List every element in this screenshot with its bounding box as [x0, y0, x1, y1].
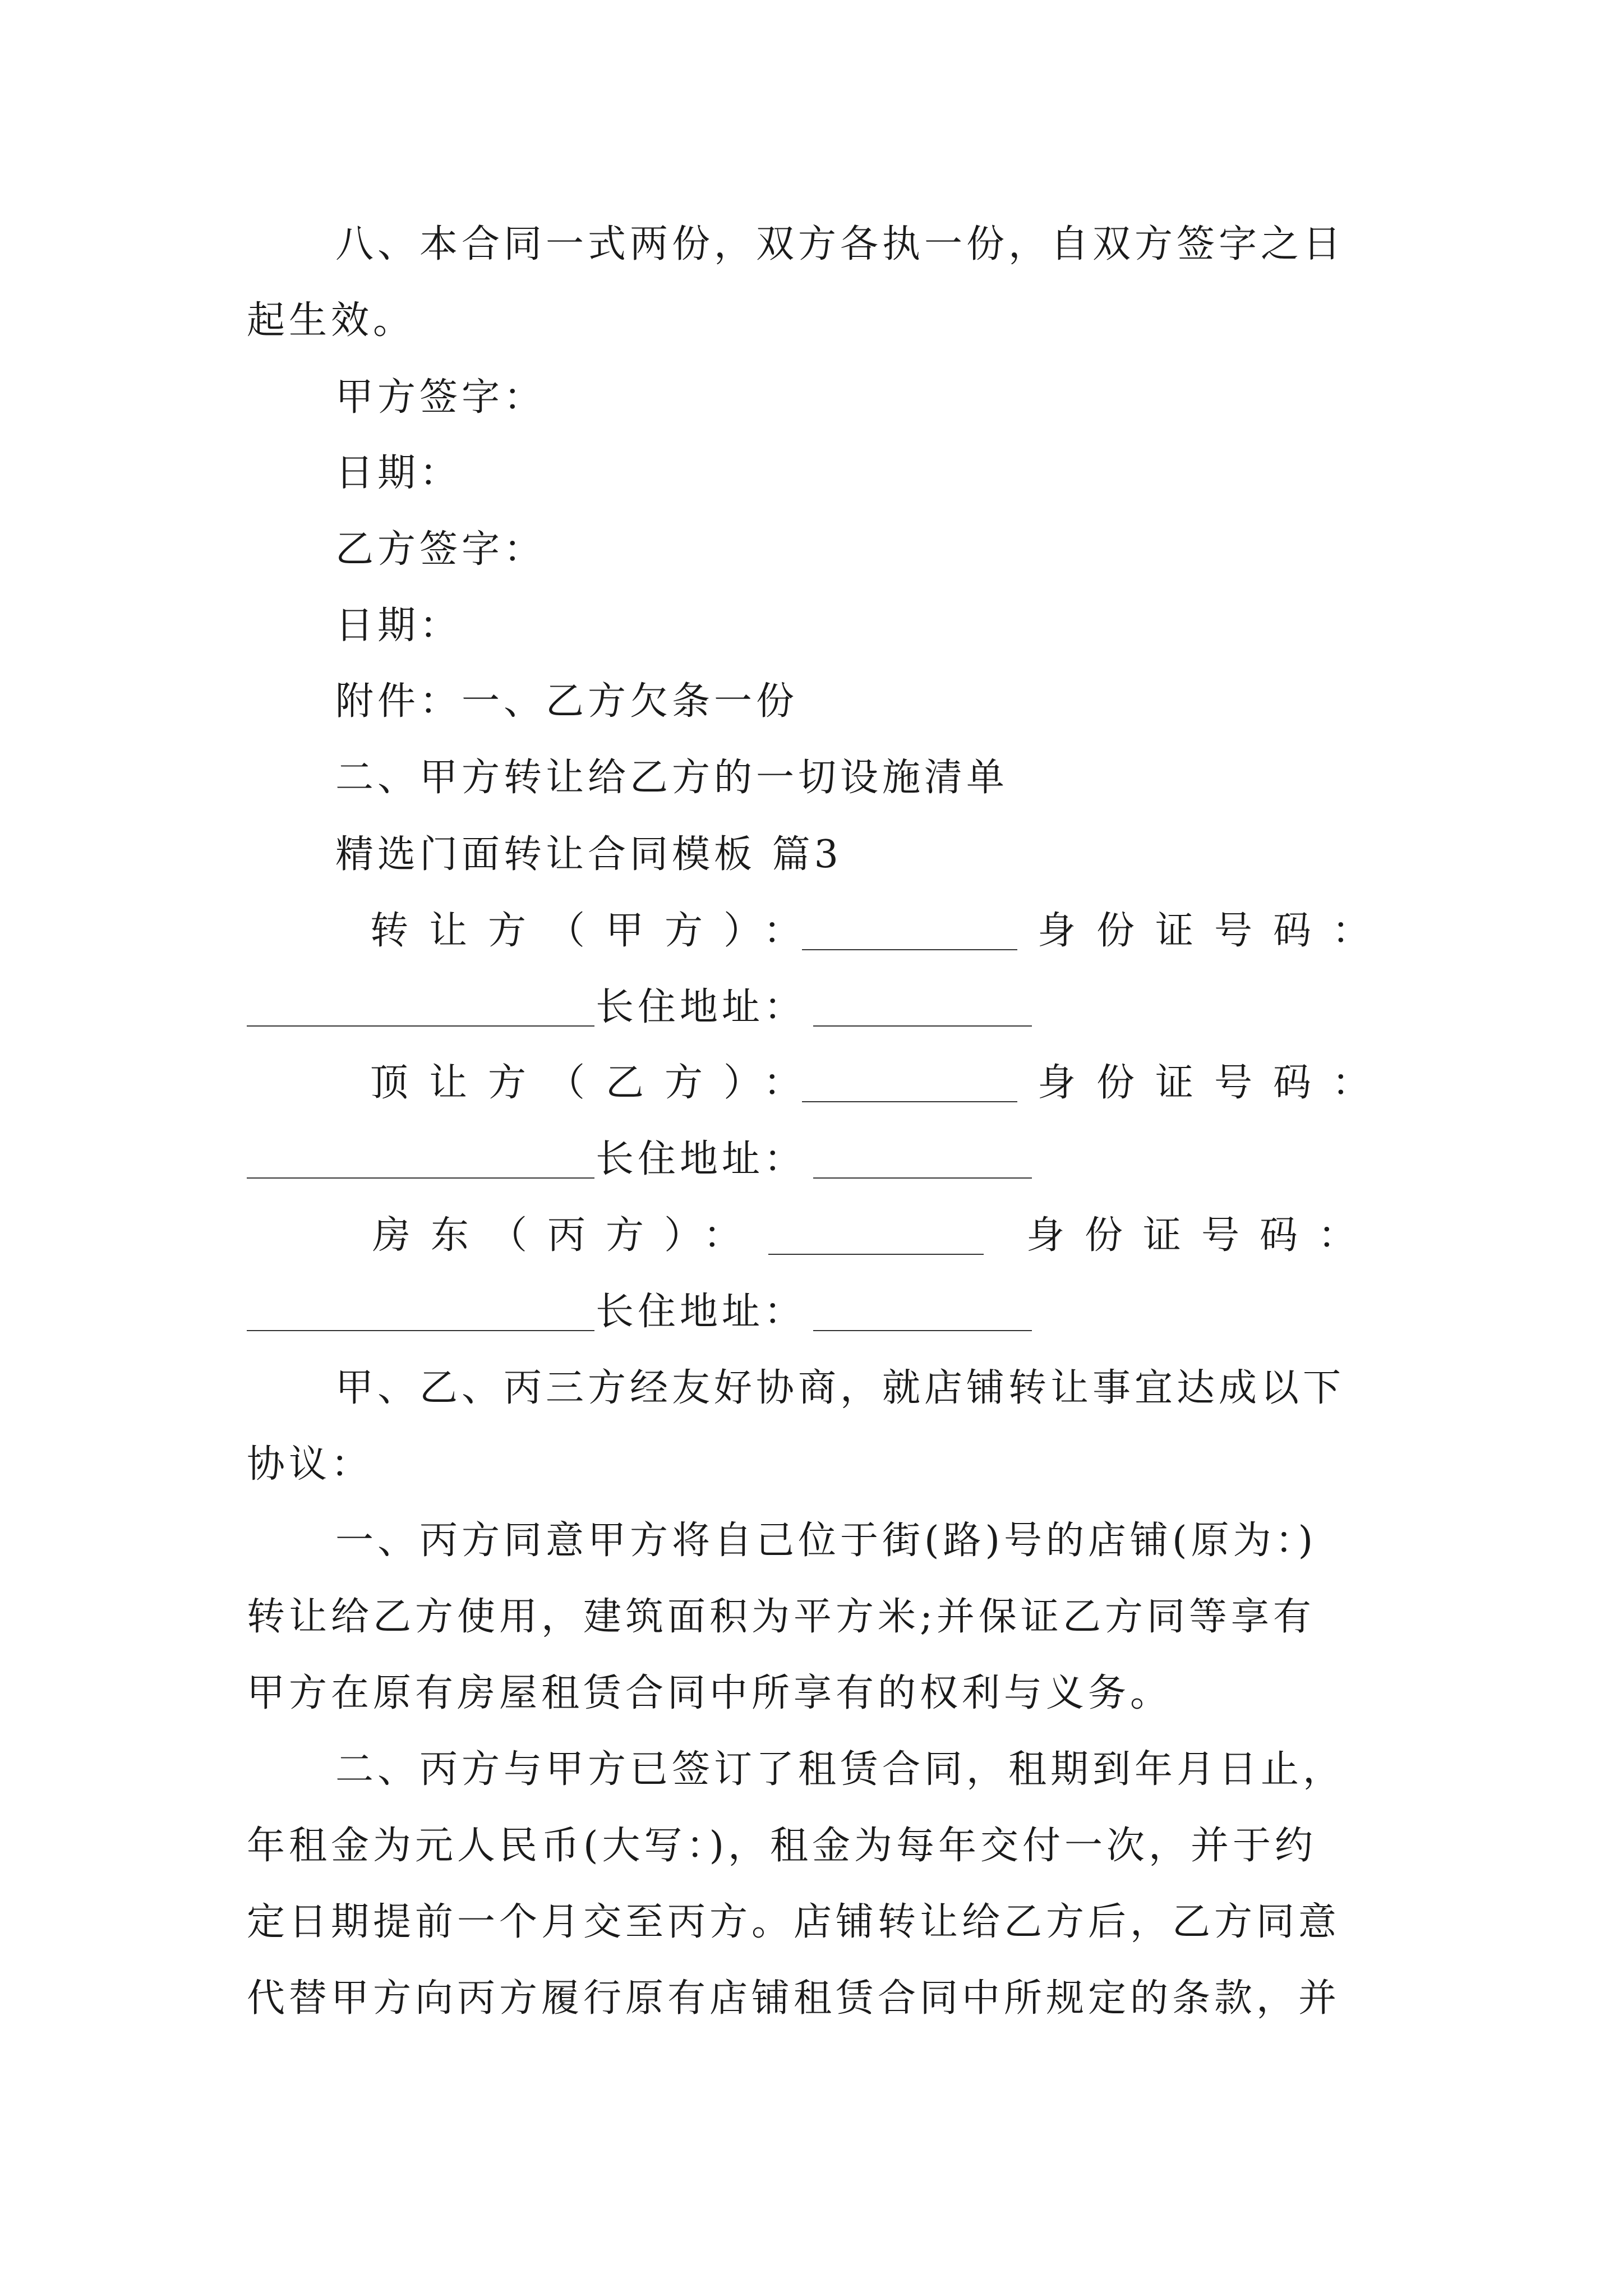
- transferee-name-blank: [802, 1068, 1017, 1102]
- transferee-address-blank: [813, 1144, 1032, 1179]
- transferee-label: 顶让方（乙方）：: [370, 1061, 823, 1105]
- clause-2-line-2: 年租金为元人民币(大写：)，租金为每年交付一次，并于约: [247, 1824, 1317, 1868]
- landlord-name-blank: [768, 1220, 984, 1255]
- transferee-id-label: 身份证号码：: [1038, 1061, 1391, 1105]
- landlord-label: 房东（丙方）：: [372, 1213, 762, 1258]
- transferor-address-label: 长住地址：: [596, 985, 806, 1029]
- party-b-signature-label: 乙方签字：: [335, 527, 546, 572]
- clause-8-line-1: 八、本合同一式两份，双方各执一份，自双方签字之日: [335, 222, 1345, 266]
- transferor-address-blank: [813, 992, 1032, 1027]
- clause-1-line-2: 转让给乙方使用，建筑面积为平方米;并保证乙方同等享有: [247, 1595, 1315, 1639]
- clause-1-line-3: 甲方在原有房屋租赁合同中所享有的权利与义务。: [247, 1671, 1173, 1715]
- transferor-label: 转让方（甲方）：: [370, 909, 823, 953]
- clause-2-line-3: 定日期提前一个月交至丙方。店铺转让给乙方后，乙方同意: [247, 1900, 1341, 1944]
- section-title: 精选门面转让合同模板 篇3: [335, 832, 842, 877]
- landlord-id-blank: [247, 1296, 594, 1331]
- transferor-id-blank: [247, 992, 594, 1027]
- landlord-address-blank: [813, 1296, 1032, 1331]
- intro-line-2: 协议：: [247, 1442, 374, 1487]
- transferor-name-blank: [802, 915, 1017, 950]
- date-label-1: 日期：: [335, 451, 462, 495]
- attachment-line-2: 二、甲方转让给乙方的一切设施清单: [335, 756, 1009, 800]
- clause-8-line-2: 起生效。: [247, 298, 416, 343]
- clause-1-line-1: 一、丙方同意甲方将自己位于街(路)号的店铺(原为：): [335, 1519, 1317, 1563]
- transferee-address-label: 长住地址：: [596, 1137, 806, 1181]
- date-label-2: 日期：: [335, 604, 462, 648]
- transferor-id-label: 身份证号码：: [1038, 909, 1391, 953]
- landlord-address-label: 长住地址：: [596, 1290, 806, 1334]
- clause-2-line-1: 二、丙方与甲方已签订了租赁合同，租期到年月日止，: [335, 1747, 1345, 1792]
- landlord-id-label: 身份证号码：: [1026, 1213, 1377, 1258]
- intro-line-1: 甲、乙、丙三方经友好协商，就店铺转让事宜达成以下: [335, 1366, 1345, 1410]
- party-a-signature-label: 甲方签字：: [335, 375, 546, 420]
- transferee-id-blank: [247, 1144, 594, 1179]
- clause-2-line-4: 代替甲方向丙方履行原有店铺租赁合同中所规定的条款，并: [247, 1976, 1341, 2021]
- attachment-line-1: 附件：一、乙方欠条一份: [335, 679, 799, 724]
